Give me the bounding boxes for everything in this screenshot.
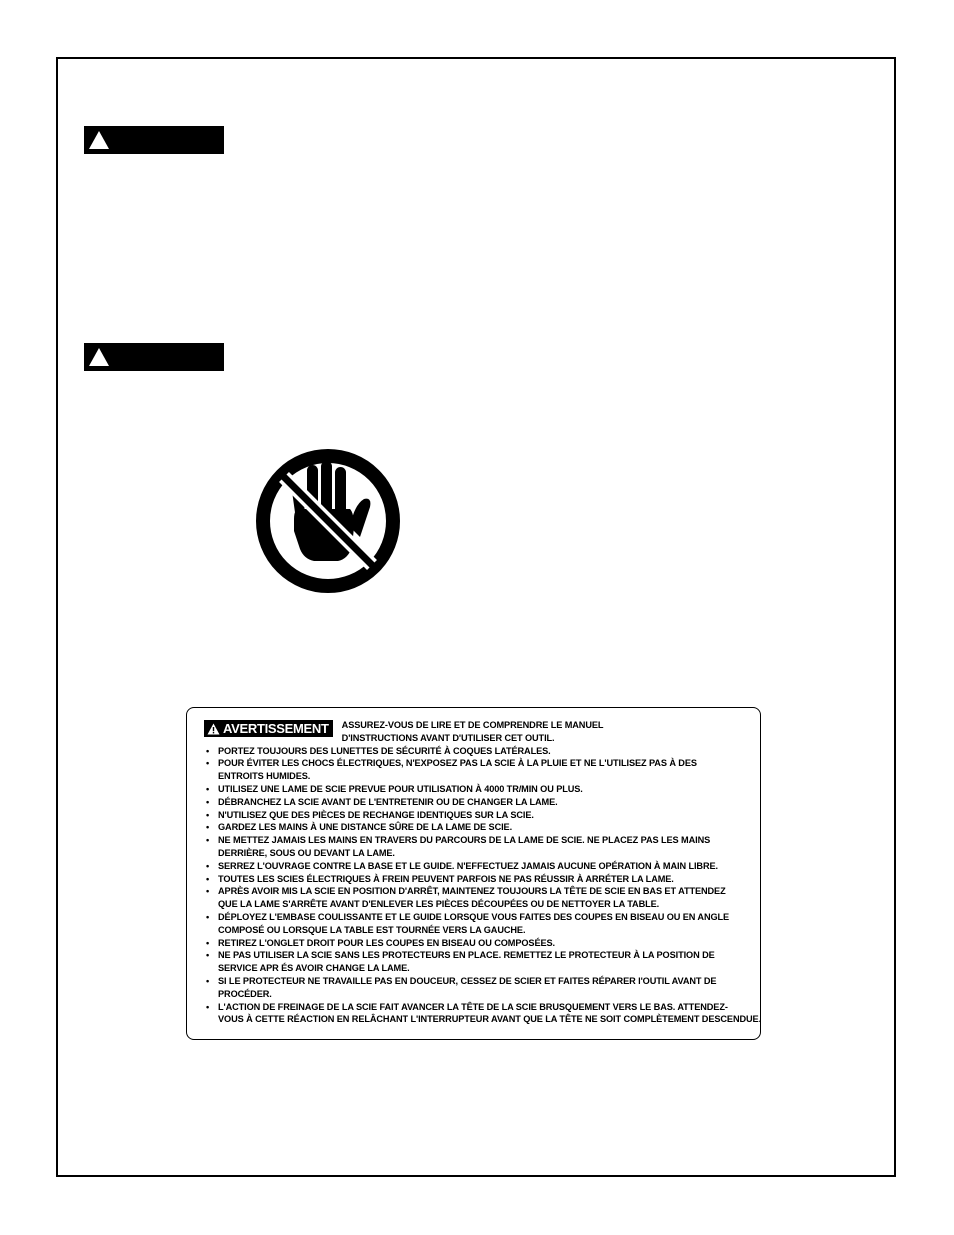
- warning-item-text: PORTEZ TOUJOURS DES LUNETTES DE SÉCURITÉ À COQUES LATÉRALES.: [218, 745, 551, 756]
- label-header: [204, 719, 748, 745]
- warning-triangle-icon: [88, 347, 110, 367]
- warning-list-item: [204, 873, 748, 886]
- bullet: •: [206, 783, 210, 794]
- warning-item-text: DÉBRANCHEZ LA SCIE AVANT DE L'ENTRETENIR OU DE CHANGER LA LAME.: [218, 796, 558, 807]
- bullet: •: [206, 950, 210, 961]
- warning-list-item: [204, 949, 748, 975]
- bullet: •: [206, 745, 210, 756]
- warning-item-text: SERVICE APR ÉS AVOIR CHANGE LA LAME.: [218, 963, 410, 974]
- warning-badge-text: AVERTISSEMENT: [223, 721, 329, 736]
- bullet: •: [206, 975, 210, 986]
- bullet: •: [206, 860, 210, 871]
- header-line: D'INSTRUCTIONS AVANT D'UTILISER CET OUTIL.: [341, 732, 555, 743]
- warning-list-item: [204, 809, 748, 822]
- bullet: •: [206, 758, 210, 769]
- warning-list: [204, 745, 762, 1027]
- warning-item-text: QUE LA LAME S'ARRÊTE AVANT D'ENLEVER LES PIÈCES DÉCOUPÉES OU DE NETTOYER LA TABLE.: [218, 899, 660, 910]
- warning-item-text: UTILISEZ UNE LAME DE SCIE PREVUE POUR UTILISATION À 4000 TR/MIN OU PLUS.: [218, 783, 583, 794]
- header-line: ASSUREZ-VOUS DE LIRE ET DE COMPRENDRE LE MANUEL: [341, 720, 604, 730]
- warning-item-text: SI LE PROTECTEUR NE TRAVAILLE PAS EN DOUCEUR, CESSEZ DE SCIER ET FAITES RÉPARER l'OUTIL AVANT DE: [218, 975, 717, 986]
- bullet: •: [206, 873, 210, 884]
- bullet: •: [206, 822, 210, 833]
- bullet: •: [206, 796, 210, 807]
- warning-list-item: [204, 821, 748, 834]
- warning-item-text: NE PAS UTILISER LA SCIE SANS LES PROTECTEURS EN PLACE. REMETTEZ LE PROTECTEUR À LA POSITION DE: [218, 950, 715, 961]
- warning-item-text: TOUTES LES SCIES ÉLECTRIQUES À FREIN PEUVENT PARFOIS NE PAS RÉUSSIR À ARRÉTER LA LAME.: [218, 873, 674, 884]
- label-header-text: [342, 719, 604, 745]
- warning-item-text: APRÈS AVOIR MIS LA SCIE EN POSITION D'ARRÊT, MAINTENEZ TOUJOURS LA TÊTE DE SCIE EN BAS ET ATTENDEZ: [218, 886, 726, 897]
- bullet: •: [206, 1001, 210, 1012]
- safety-warning-label: [186, 707, 761, 1040]
- warning-item-text: POUR ÉVITER LES CHOCS ÉLECTRIQUES, N'EXPOSEZ PAS LA SCIE À LA PLUIE ET NE L'UTILISEZ PAS À DES: [218, 758, 697, 769]
- warning-list-item: [204, 911, 748, 937]
- warning-list-item: [204, 860, 748, 873]
- warning-list-item: [204, 834, 748, 860]
- bullet: •: [206, 886, 210, 897]
- warning-item-text: DÉPLOYEZ L'EMBASE COULISSANTE ET LE GUIDE LORSQUE VOUS FAITES DES COUPES EN BISEAU OU EN ANGLE: [218, 911, 730, 922]
- warning-list-item: [204, 937, 748, 950]
- warning-item-text: N'UTILISEZ QUE DES PIÈCES DE RECHANGE IDENTIQUES SUR LA SCIE.: [218, 809, 534, 820]
- warning-item-text: GARDEZ LES MAINS À UNE DISTANCE SÛRE DE LA LAME DE SCIE.: [218, 822, 513, 833]
- no-hands-prohibition-icon: [254, 447, 402, 595]
- warning-item-text: RETIREZ L'ONGLET DROIT POUR LES COUPES EN BISEAU OU COMPOSÉES.: [218, 937, 555, 948]
- bullet: •: [206, 937, 210, 948]
- warning-list-item: [204, 975, 748, 1001]
- warning-item-text: L'ACTION DE FREINAGE DE LA SCIE FAIT AVANCER LA TÊTE DE LA SCIE BRUSQUEMENT VERS LE BAS. ATTENDEZ-: [218, 1001, 728, 1012]
- warning-item-text: COMPOSÉ OU LORSQUE LA TABLE EST TOURNÉE VERS LA GAUCHE.: [218, 924, 526, 935]
- warning-list-item: [204, 885, 748, 911]
- warning-list-item: [204, 1001, 762, 1027]
- warning-item-text: ENTROITS HUMIDES.: [218, 771, 311, 782]
- warning-list-item: [204, 783, 748, 796]
- warning-list-item: [204, 796, 748, 809]
- bullet: •: [206, 835, 210, 846]
- warning-list-item: [204, 757, 748, 783]
- warning-badge: [204, 720, 333, 737]
- bullet: •: [206, 809, 210, 820]
- warning-item-text: SERREZ L'OUVRAGE CONTRE LA BASE ET LE GUIDE. N'EFFECTUEZ JAMAIS AUCUNE OPÉRATION À MAIN LIBRE.: [218, 860, 718, 871]
- warning-triangle-icon: [207, 723, 220, 735]
- warning-item-text: DERRIÈRE, SOUS OU DEVANT LA LAME.: [218, 847, 395, 858]
- warning-bar-1: [84, 126, 224, 154]
- warning-triangle-icon: [88, 130, 110, 150]
- warning-item-text: NE METTEZ JAMAIS LES MAINS EN TRAVERS DU PARCOURS DE LA LAME DE SCIE. NE PLACEZ PAS LES MAINS: [218, 835, 711, 846]
- warning-bar-2: [84, 343, 224, 371]
- warning-item-text: VOUS À CETTE RÉACTION EN RELÂCHANT L'INTERRUPTEUR AVANT QUE LA TÊTE NE SOIT COMPLÈTEMENT DESCENDUE.: [218, 1014, 762, 1025]
- warning-list-item: [204, 745, 748, 758]
- bullet: •: [206, 911, 210, 922]
- warning-item-text: PROCÉDER.: [218, 988, 272, 999]
